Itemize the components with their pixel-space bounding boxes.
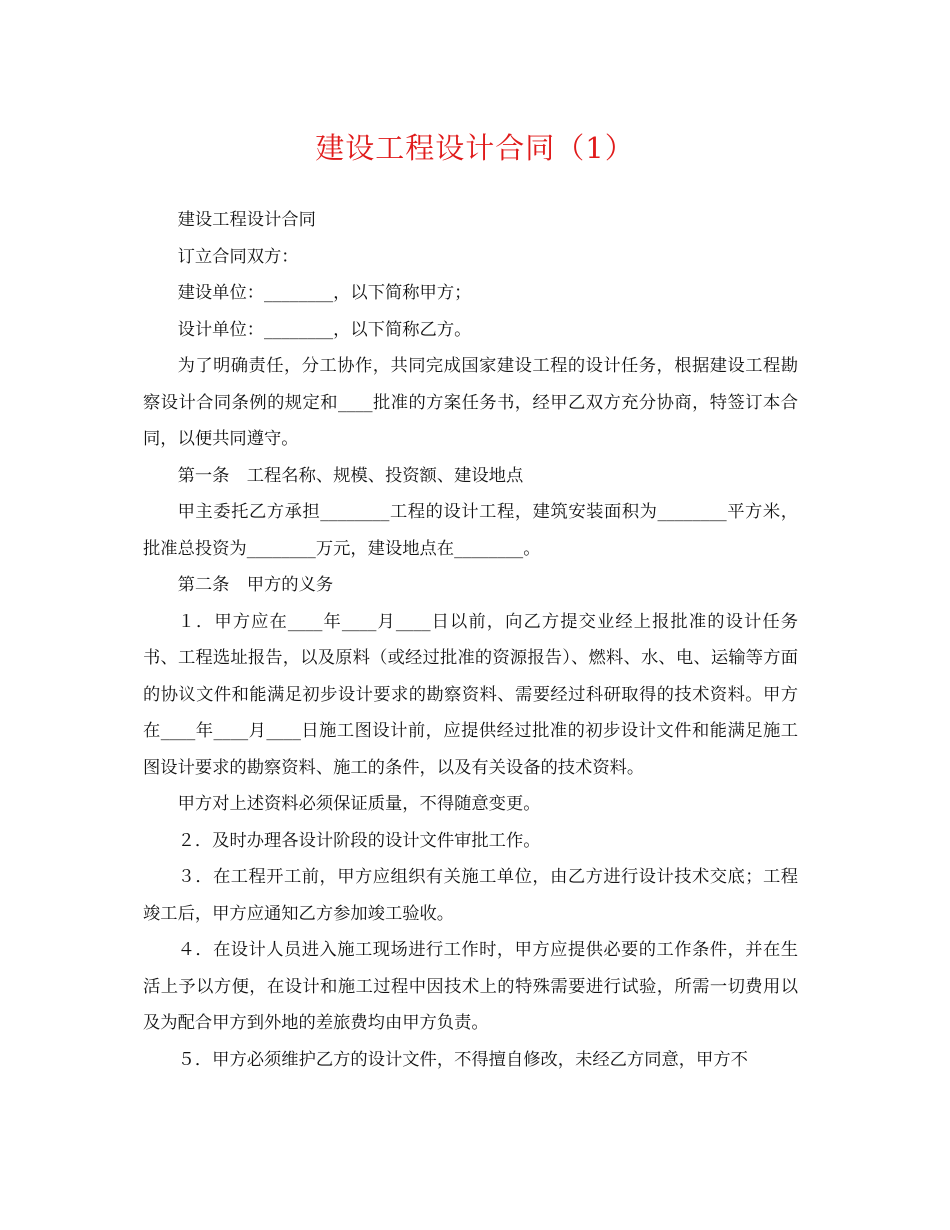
- paragraph: 建设单位：________，以下简称甲方；: [177, 283, 472, 303]
- paragraph: 设计单位：________，以下简称乙方。: [177, 319, 472, 340]
- paragraph: 甲方对上述资料必须保证质量，不得随意变更。: [177, 794, 541, 814]
- paragraph: 甲主委托乙方承担________工程的设计工程，建筑安装面积为________平方米，批准总投资为________万元，建设地点在________。: [143, 502, 798, 559]
- document-title: 建设工程设计合同（1）: [315, 131, 635, 165]
- paragraph: ５．甲方必须维护乙方的设计文件，不得擅自修改，未经乙方同意，甲方不: [177, 1049, 748, 1070]
- paragraph: １．甲方应在____年____月____日以前，向乙方提交业经上报批准的设计任务书、工程选址报告，以及原料（或经过批准的资源报告）、燃料、水、电、运输等方面的协议文件和能满足初步设计要求的勘察资料、需要经过科研取得的技术资料。甲方在____年____月____日施工图设计前，应提供经过批准的初步设计文件和能满足施工图设计要求的勘察资料、施工的条件，以及有关设备的技术资料。: [143, 611, 798, 778]
- section-heading: 第一条 工程名称、规模、投资额、建设地点: [177, 465, 524, 486]
- paragraph: 为了明确责任，分工协作，共同完成国家建设工程的设计任务，根据建设工程勘察设计合同条例的规定和____批准的方案任务书，经甲乙双方充分协商，特签订本合同，以便共同遵守。: [143, 356, 798, 449]
- paragraph: ２．及时办理各设计阶段的设计文件审批工作。: [177, 830, 541, 851]
- paragraph: ３．在工程开工前，甲方应组织有关施工单位，由乙方进行设计技术交底；工程竣工后，甲方应通知乙方参加竣工验收。: [143, 867, 798, 924]
- paragraph: 订立合同双方：: [177, 246, 299, 267]
- paragraph: ４．在设计人员进入施工现场进行工作时，甲方应提供必要的工作条件，并在生活上予以方便，在设计和施工过程中因技术上的特殊需要进行试验，所需一切费用以及为配合甲方到外地的差旅费均由甲方负责。: [143, 940, 798, 1033]
- document-body: [143, 202, 798, 1078]
- section-heading: 第二条 甲方的义务: [177, 575, 334, 595]
- paragraph: 建设工程设计合同: [177, 210, 316, 230]
